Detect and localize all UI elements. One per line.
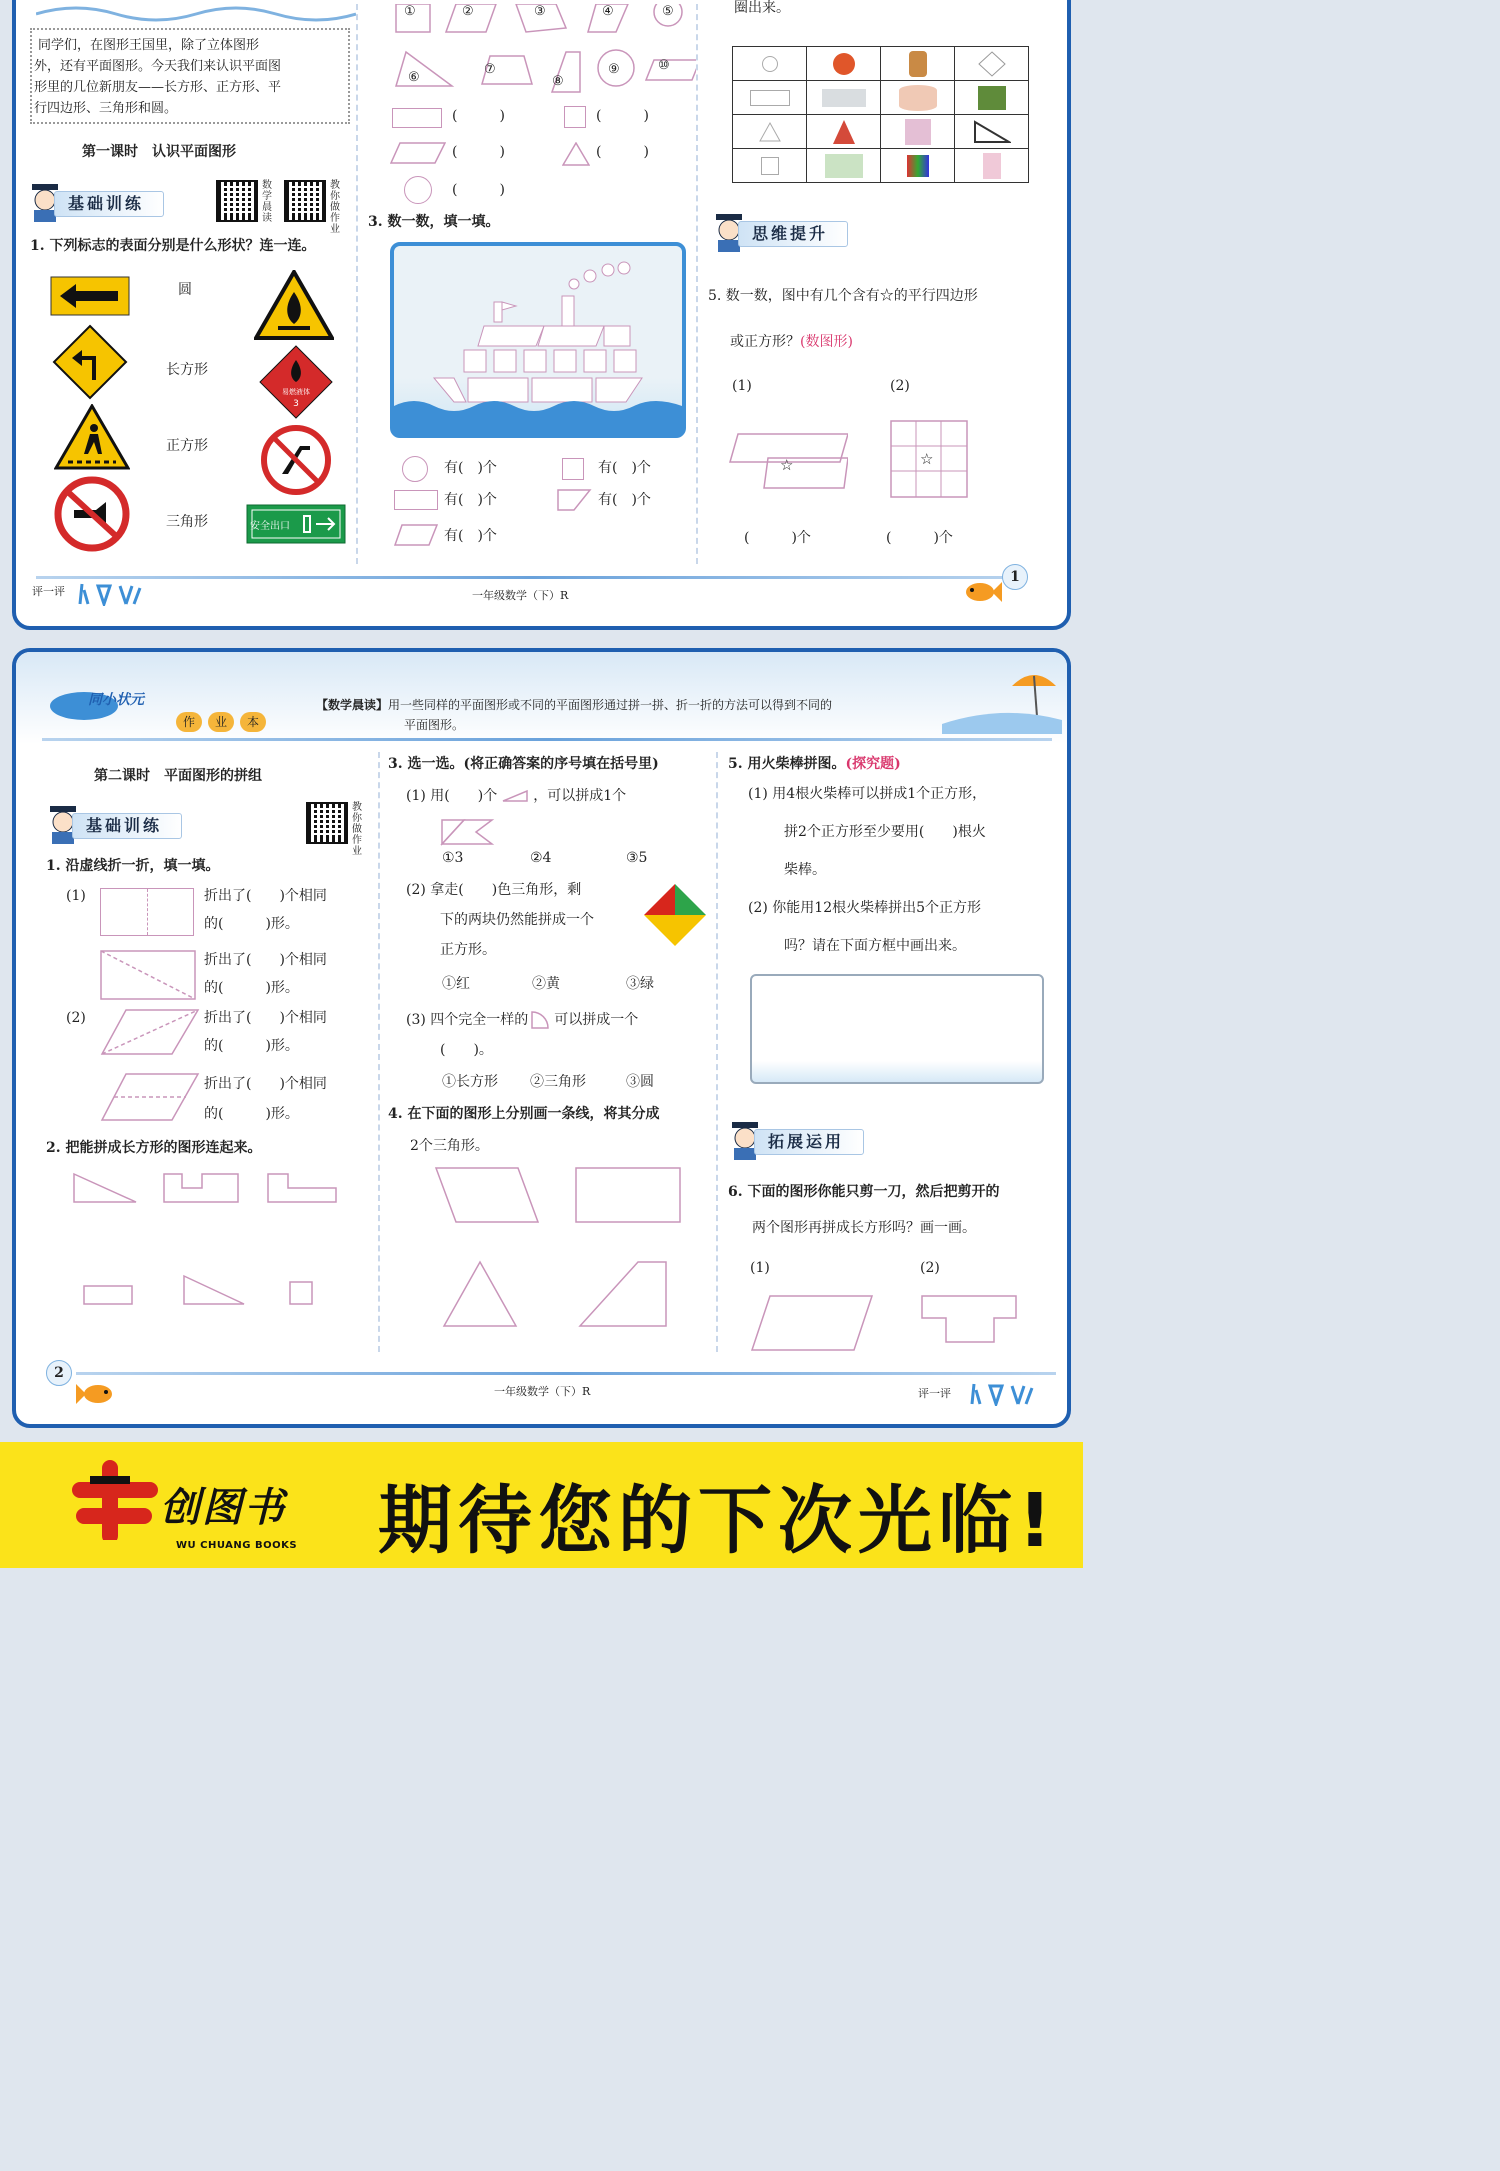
no-escalator-sign-icon xyxy=(260,424,332,496)
qr-label: 教你做作业 xyxy=(352,802,362,857)
column-divider xyxy=(716,752,718,1352)
option[interactable]: ②三角形 xyxy=(530,1074,586,1090)
qr-code-icon xyxy=(284,180,326,222)
cylinder-icon xyxy=(899,85,937,111)
option[interactable]: ①长方形 xyxy=(442,1074,498,1090)
answer-blank[interactable]: ( ) xyxy=(596,144,649,160)
trapezoid-shape xyxy=(556,488,592,512)
drawing-box[interactable] xyxy=(750,974,1044,1084)
part-label: (1) xyxy=(732,378,752,394)
cuboid-box-icon xyxy=(822,89,866,107)
rectangle-shape xyxy=(750,90,790,106)
shape-number: ④ xyxy=(602,4,614,19)
footer-line xyxy=(76,1372,1056,1375)
fold-answer[interactable]: 的( )形。 xyxy=(204,916,299,932)
shape-label: 长方形 xyxy=(166,362,208,378)
q3-part2: (2) 拿走( )色三角形，剩 xyxy=(406,882,582,898)
shape-number: ⑤ xyxy=(662,4,674,19)
section-header-extend: 拓展运用 xyxy=(728,1126,878,1158)
shape-number: ⑦ xyxy=(484,62,496,77)
column-divider xyxy=(378,752,380,1352)
part-label: (2) xyxy=(920,1260,940,1276)
option[interactable]: ③绿 xyxy=(626,976,654,992)
sign-text: 易燃液体 xyxy=(282,388,310,396)
q3-part1: (1) 用( )个 ，可以拼成1个 xyxy=(406,788,627,804)
column-divider xyxy=(696,4,698,564)
q5-part2: 吗？请在下面方框中画出来。 xyxy=(784,938,966,954)
draw-line-shapes xyxy=(434,1166,704,1332)
shape-number: ① xyxy=(404,4,416,19)
worksheet-page-2 xyxy=(12,648,1071,1428)
fold-parallelogram-horizontal xyxy=(100,1072,200,1122)
option[interactable]: ②黄 xyxy=(532,976,560,992)
q5-part2: (2) 你能用12根火柴棒拼出5个正方形 xyxy=(748,900,982,916)
cylinder-can-icon xyxy=(909,51,927,77)
grass-icon xyxy=(966,1380,1046,1406)
q3-part3: (3) 四个完全一样的 可以拼成一个 xyxy=(406,1012,639,1028)
count-answer[interactable]: 有( )个 xyxy=(598,492,651,508)
circle-shape xyxy=(762,56,778,72)
square-shape xyxy=(562,458,584,480)
circle-shape xyxy=(404,176,432,204)
no-honking-sign-icon xyxy=(54,476,130,552)
intro-line: 形里的几位新朋友——长方形、正方形、平 xyxy=(34,80,282,95)
wave-decoration xyxy=(36,2,356,24)
shape-number: ③ xyxy=(534,4,546,19)
part-label: (1) xyxy=(750,1260,770,1276)
lesson-title: 第一课时 认识平面图形 xyxy=(82,144,236,160)
answer-blank[interactable]: ( ) xyxy=(452,182,505,198)
flammable-warning-sign-icon xyxy=(254,270,334,340)
brand-name: 同小状元 xyxy=(88,692,144,708)
grass-icon xyxy=(74,580,154,606)
shape-number: ⑨ xyxy=(608,62,620,77)
option[interactable]: ③圆 xyxy=(626,1074,654,1090)
shape-label: 正方形 xyxy=(166,438,208,454)
q5-part1: 柴棒。 xyxy=(784,862,826,878)
square-shape xyxy=(564,106,586,128)
shape-number: ② xyxy=(462,4,474,19)
worksheet-page-1 xyxy=(12,0,1071,630)
exit-sign-icon xyxy=(246,504,346,544)
footer-evaluate: 评一评 xyxy=(918,1387,951,1400)
question-5-line2: 或正方形？(数图形) xyxy=(730,334,853,350)
q3-part3[interactable]: ( )。 xyxy=(440,1042,493,1058)
fold-answer[interactable]: 折出了( )个相同 xyxy=(204,888,327,904)
logo-subtitle: WU CHUANG BOOKS xyxy=(176,1540,298,1551)
reading-note: 【数学晨读】用一些同样的平面图形或不同的平面图形通过拼一拼、折一折的方法可以得到不同的 xyxy=(316,698,833,712)
q3-part2: 正方形。 xyxy=(440,942,496,958)
party-hat-icon xyxy=(831,118,857,146)
quarter-circle-icon xyxy=(530,1010,552,1030)
question-5: 5. 数一数，图中有几个含有☆的平行四边形 xyxy=(708,288,978,304)
ship-picture xyxy=(390,242,686,438)
question-5: 5. 用火柴棒拼图。(探究题) xyxy=(728,756,901,772)
footer-title: 一年级数学（下）R xyxy=(472,589,569,602)
square-shape xyxy=(761,157,779,175)
intro-line: 行四边形、三角形和圆。 xyxy=(34,101,178,116)
answer-blank[interactable]: ( ) xyxy=(452,108,505,124)
circle-shape xyxy=(402,456,428,482)
question-1: 1. 沿虚线折一折，填一填。 xyxy=(46,858,220,874)
lesson-title: 第二课时 平面图形的拼组 xyxy=(94,768,262,784)
qr-code-icon xyxy=(306,802,348,844)
count-answer[interactable]: 有( )个 xyxy=(444,492,497,508)
shape-grid-table xyxy=(732,46,1029,183)
rectangle-shape xyxy=(394,490,438,510)
question-3: 3. 数一数，填一填。 xyxy=(368,214,500,230)
triangle-shape xyxy=(562,142,590,166)
box-icon xyxy=(978,86,1006,110)
fold-answer[interactable]: 的( )形。 xyxy=(204,980,299,996)
qr-code-icon xyxy=(216,180,258,222)
fold-rectangle-vertical xyxy=(100,888,194,936)
shape-number: ⑧ xyxy=(552,74,564,89)
banner-slogan: 期待您的下次光临! xyxy=(378,1478,1058,1564)
part-label: (1) xyxy=(66,888,86,904)
count-answer[interactable]: 有( )个 xyxy=(444,460,497,476)
turn-left-sign-icon xyxy=(52,324,128,400)
footer-evaluate: 评一评 xyxy=(32,585,65,598)
exit-sign-text: 安全出口 xyxy=(250,521,290,532)
qr-label: 数学晨读 xyxy=(262,180,272,224)
arrow-left-sign-icon xyxy=(50,276,130,316)
fold-answer[interactable]: 折出了( )个相同 xyxy=(204,952,327,968)
fold-answer[interactable]: 折出了( )个相同 xyxy=(204,1076,327,1092)
answer-blank[interactable]: ( ) xyxy=(596,108,649,124)
intro-box xyxy=(30,28,350,124)
question-6: 6. 下面的图形你能只剪一刀，然后把剪开的 xyxy=(728,1184,1000,1200)
section-header-basic: 基础训练 xyxy=(46,810,196,842)
page-number: 2 xyxy=(46,1360,72,1386)
question-1: 1. 下列标志的表面分别是什么形状？连一连。 xyxy=(30,238,316,254)
q5-part1[interactable]: 拼2个正方形至少要用( )根火 xyxy=(784,824,986,840)
question-tag: (数图形) xyxy=(800,334,853,350)
count-answer[interactable]: ( )个 xyxy=(886,530,953,546)
option[interactable]: ①红 xyxy=(442,976,470,992)
fold-answer[interactable]: 的( )形。 xyxy=(204,1106,299,1122)
fold-parallelogram-diagonal xyxy=(100,1008,200,1056)
pedestrian-sign-icon xyxy=(54,404,130,470)
flammable-liquid-sign-icon xyxy=(258,344,334,420)
count-answer[interactable]: 有( )个 xyxy=(444,528,497,544)
star-icon: ☆ xyxy=(920,450,934,468)
rectangle-shape xyxy=(392,108,442,128)
small-triangle-icon xyxy=(501,789,529,803)
shape-label: 圆 xyxy=(178,282,192,298)
question-3: 3. 选一选。(将正确答案的序号填在括号里) xyxy=(388,756,659,772)
ship-drawing xyxy=(394,246,682,434)
shape-number: ⑩ xyxy=(658,58,670,73)
reading-note-line2: 平面图形。 xyxy=(404,718,465,732)
cut-shapes xyxy=(750,1292,1050,1354)
set-square-icon xyxy=(973,120,1011,144)
count-answer[interactable]: 有( )个 xyxy=(598,460,651,476)
beach-umbrella-icon xyxy=(942,664,1062,734)
basketball-icon xyxy=(833,53,855,75)
fish-icon xyxy=(962,576,1002,606)
column-divider xyxy=(356,4,358,564)
section-header-think: 思维提升 xyxy=(712,218,862,250)
question-6-line2: 两个图形再拼成长方形吗？画一画。 xyxy=(752,1220,976,1236)
fold-answer[interactable]: 的( )形。 xyxy=(204,1038,299,1054)
part-label: (2) xyxy=(890,378,910,394)
option[interactable]: ③5 xyxy=(626,850,648,866)
triangle-shape xyxy=(758,121,782,143)
question-4-line2: 2个三角形。 xyxy=(410,1138,489,1154)
header-line xyxy=(42,738,1052,741)
question-4-tail: 圈出来。 xyxy=(734,0,790,16)
shape-label: 三角形 xyxy=(166,514,208,530)
rubiks-cube-icon xyxy=(907,155,929,177)
prism-icon xyxy=(905,119,931,145)
page-number: 1 xyxy=(1002,564,1028,590)
count-answer[interactable]: ( )个 xyxy=(744,530,811,546)
footer-line xyxy=(36,576,1026,579)
fold-answer[interactable]: 折出了( )个相同 xyxy=(204,1010,327,1026)
matching-shapes xyxy=(72,1172,362,1312)
option[interactable]: ②4 xyxy=(530,850,552,866)
section-header-basic: 基础训练 xyxy=(28,188,178,220)
option[interactable]: ①3 xyxy=(442,850,464,866)
flag-composite-shape xyxy=(440,816,500,846)
question-tag: (探究题) xyxy=(845,756,901,772)
part-label: (2) xyxy=(66,1010,86,1026)
pyramid-icon xyxy=(977,50,1007,78)
footer-title: 一年级数学（下）R xyxy=(494,1385,591,1398)
parallelogram-shape xyxy=(390,142,446,164)
brand-sub: 作 业 本 xyxy=(176,712,272,734)
fold-rectangle-diagonal xyxy=(100,950,196,1000)
qr-label: 教你做作业 xyxy=(330,180,340,235)
intro-line: 同学们，在图形王国里，除了立体图形 xyxy=(38,38,260,53)
parallelogram-shape xyxy=(394,524,438,546)
answer-blank[interactable]: ( ) xyxy=(452,144,505,160)
shape-number: ⑥ xyxy=(408,70,420,85)
q5-part1: (1) 用4根火柴棒可以拼成1个正方形， xyxy=(748,786,987,802)
q3-part2: 下的两块仍然能拼成一个 xyxy=(440,912,594,928)
color-triangles-square xyxy=(642,882,708,948)
fish-icon xyxy=(76,1380,116,1410)
sign-number: 3 xyxy=(293,399,299,409)
question-2: 2. 把能拼成长方形的图形连起来。 xyxy=(46,1140,262,1156)
prism-icon xyxy=(983,153,1001,179)
cuboid-icon xyxy=(825,154,863,178)
intro-line: 外，还有平面图形。今天我们来认识平面图 xyxy=(34,59,282,74)
star-icon: ☆ xyxy=(780,456,794,474)
logo-text: 创图书 xyxy=(160,1484,286,1531)
question-4: 4. 在下面的图形上分别画一条线，将其分成 xyxy=(388,1106,660,1122)
